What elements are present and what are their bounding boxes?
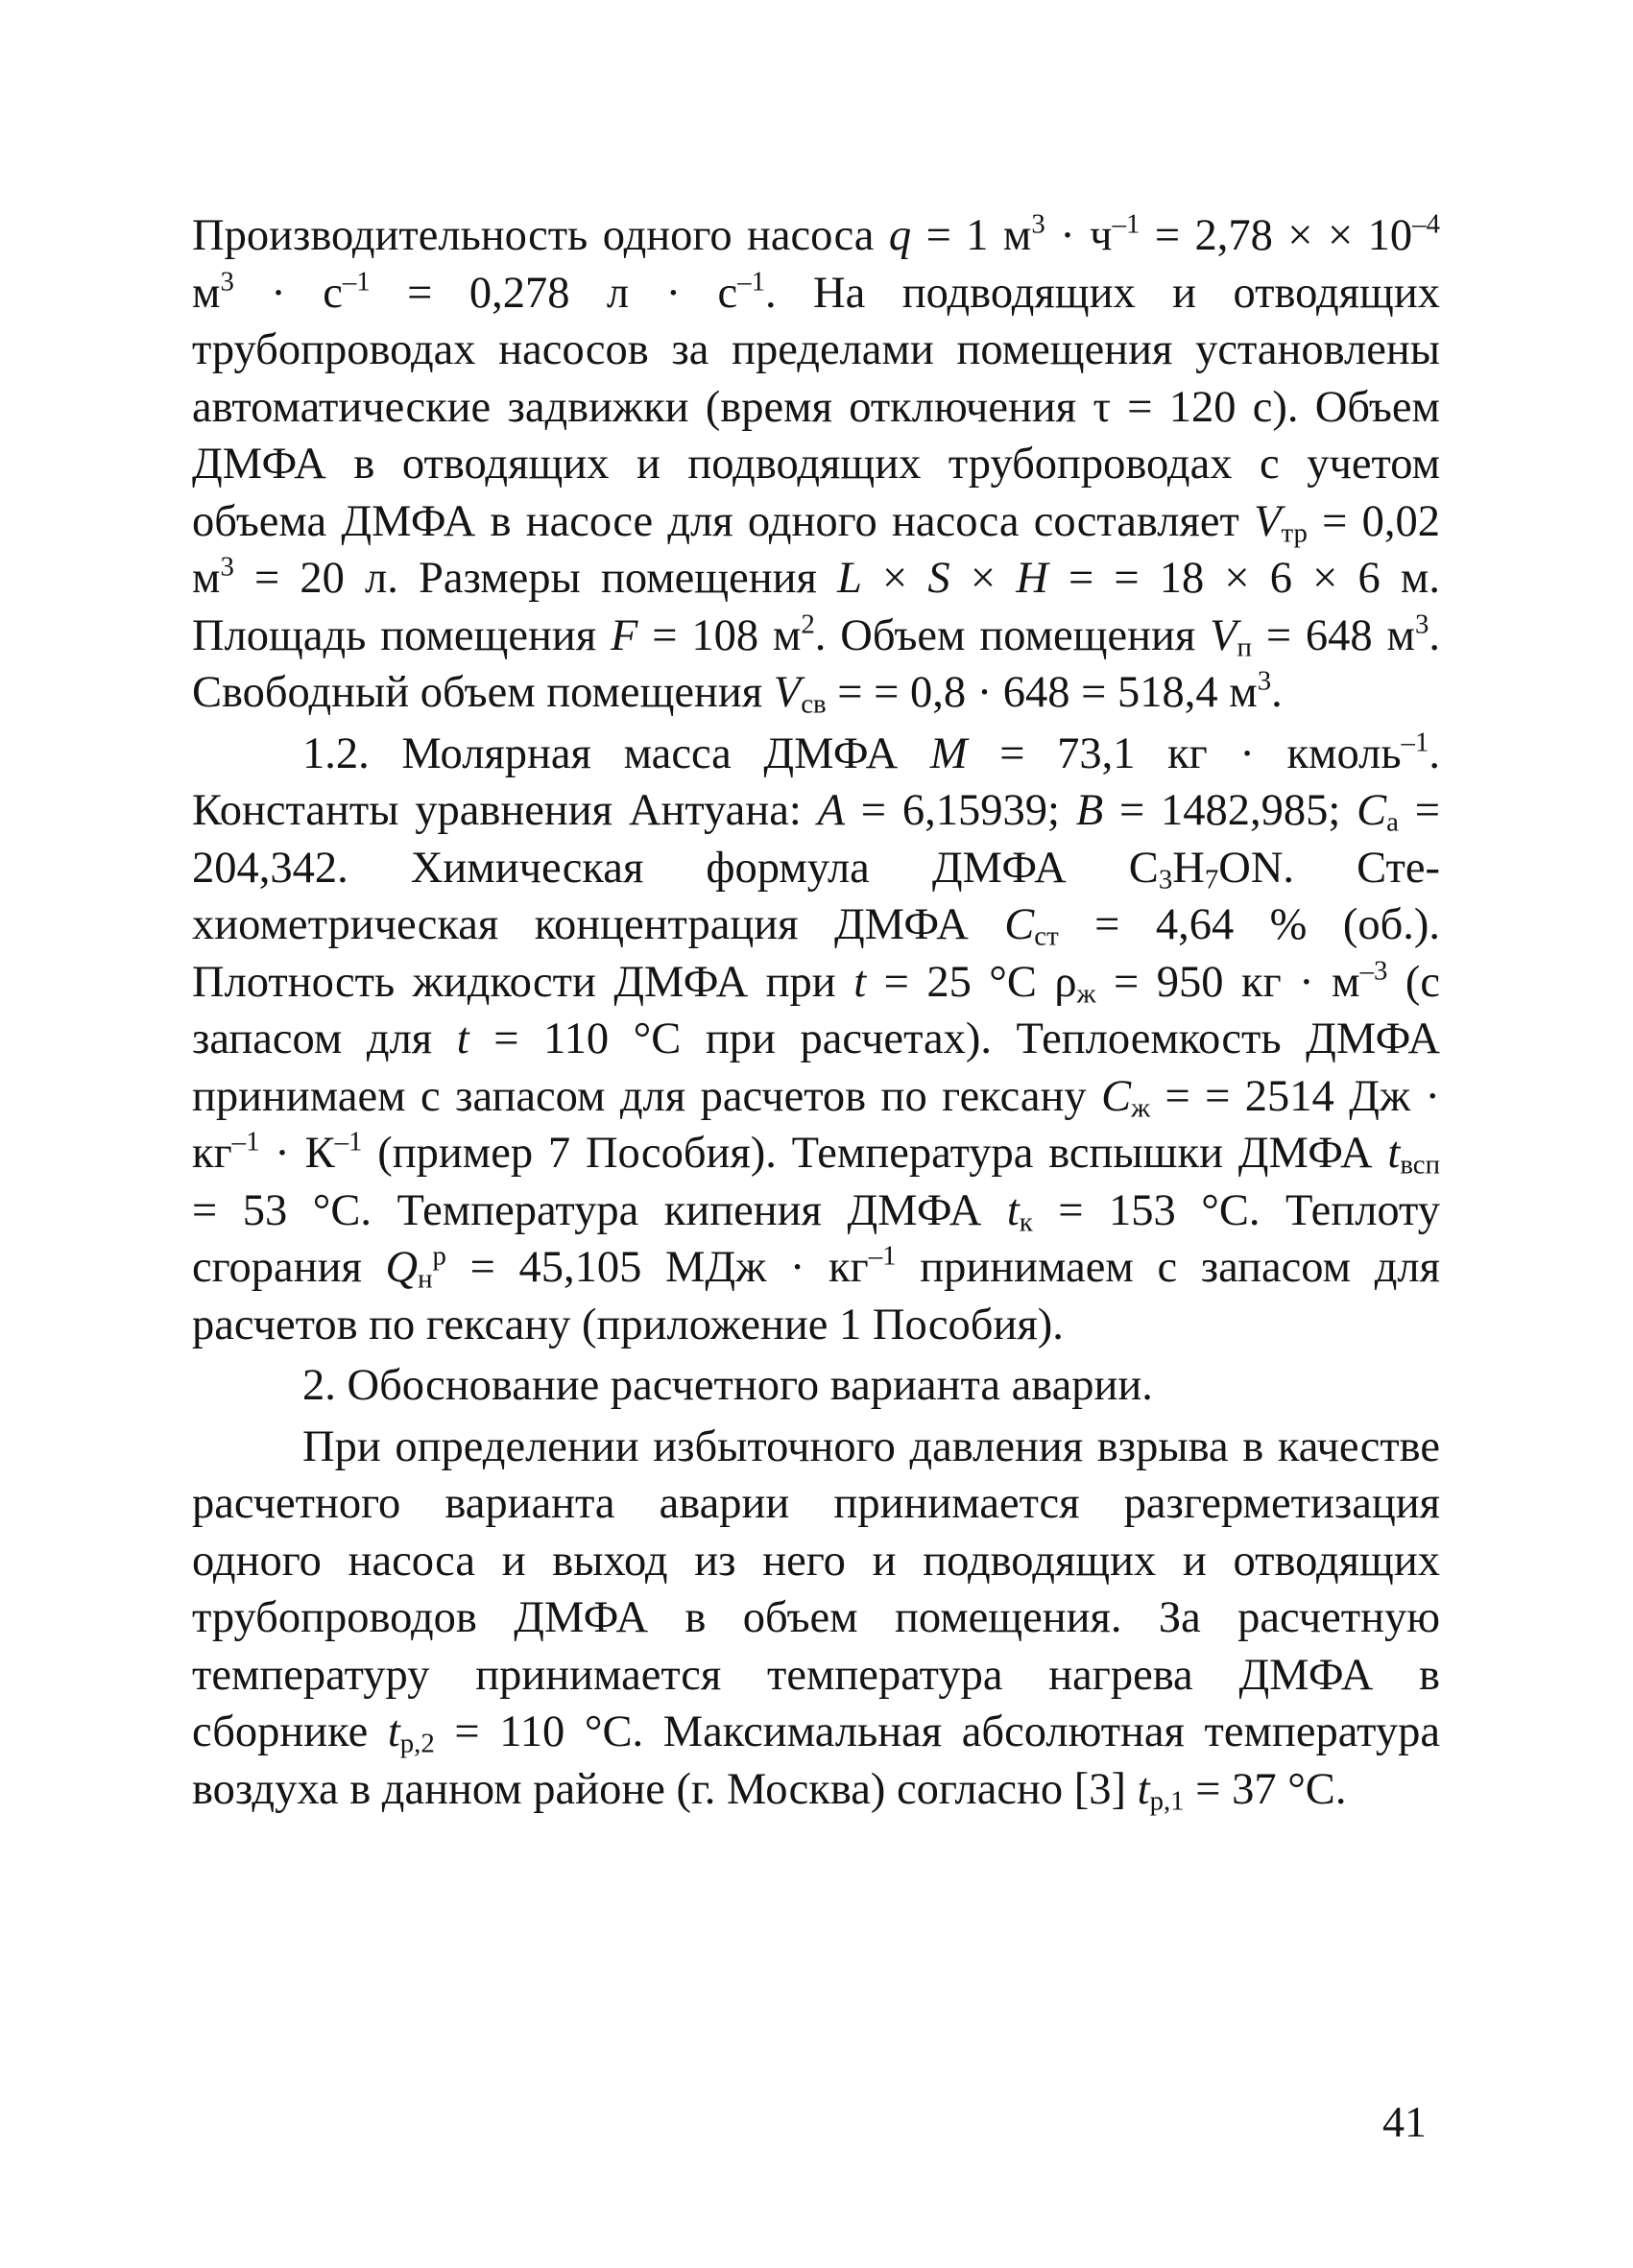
paragraph-accident-scenario: При определении избыточного давления взрыва в качестве расчетного варианта аварии принимается разгерметизация одного насоса и выход из него и подводящих и отводящих трубопроводов ДМФА в объем помещения. За расчетную температуру принимается температура нагрева ДМФА в сборнике $t_{р,2} = 110$ °С. Максимальная абсолютная температура воздуха в данном районе (г. Москва) согласно [3] $t_{р,1} = 37$ °С. xyxy=(192,1421,1440,1816)
document-page xyxy=(192,207,1440,1818)
paragraph-performance: Производительность одного насоса q = 1 $м^3 \cdot ч^{-1} = 2,78$ × × $10^{-4}$ $м^3 \cdot с^{-1} = 0,278$ $л \cdot с^{-1}$. На подводящих и отводящих трубопроводах насосов за пределами помещения установлены автоматические задвижки (время отключения τ = 120 с). Объем ДМФА в отводящих и подводящих трубопроводах с учетом объема ДМФА в насосе для одного насоса составляет $V_{тр} = 0,02$ $м^3 = 20$ л. Размеры помещения L × S × H = = 18 × 6 × 6 м. Площадь помещения F = 108 $м^2$. Объем помещения $V_п = 648$ $м^3$. Свободный объем помещения $V_{св}$ = = 0,8 · 648 = 518,4 $м^3$. xyxy=(192,208,1440,720)
page-number: 41 xyxy=(1382,2097,1427,2146)
paragraph-properties: 1.2. Молярная масса ДМФА M = 73,1 кг · кмоль$^{-1}$. Константы уравнения Антуана: A = 6,15939; B = 1482,985; $C_а = 204,342$. Химическая формула ДМФА $C_3H_7ON$. Стехиометрическая концентрация ДМФА $C_{ст} = 4,64$ % (об.). Плотность жидкости ДМФА при t = 25 °С $\rho_ж = 950$ кг · $м^{-3}$ (с запасом для t = 110 °С при расчетах). Теплоемкость ДМФА принимаем с запасом для расчетов по гексану $C_ж$ = = 2514 Дж · $кг^{-1} \cdot К^{-1}$ (пример 7 Пособия). Температура вспышки ДМФА $t_{всп} = 53$ °С. Температура кипения ДМФА $t_к = 153$ °С. Теплоту сгорания $Q_н^р = 45,105$ МДж · $кг^{-1}$ принимаем с запасом для расчетов по гексану (приложение 1 Пособия). xyxy=(192,727,1441,1349)
section-heading: 2. Обоснование расчетного варианта аварии. xyxy=(302,1361,1153,1410)
